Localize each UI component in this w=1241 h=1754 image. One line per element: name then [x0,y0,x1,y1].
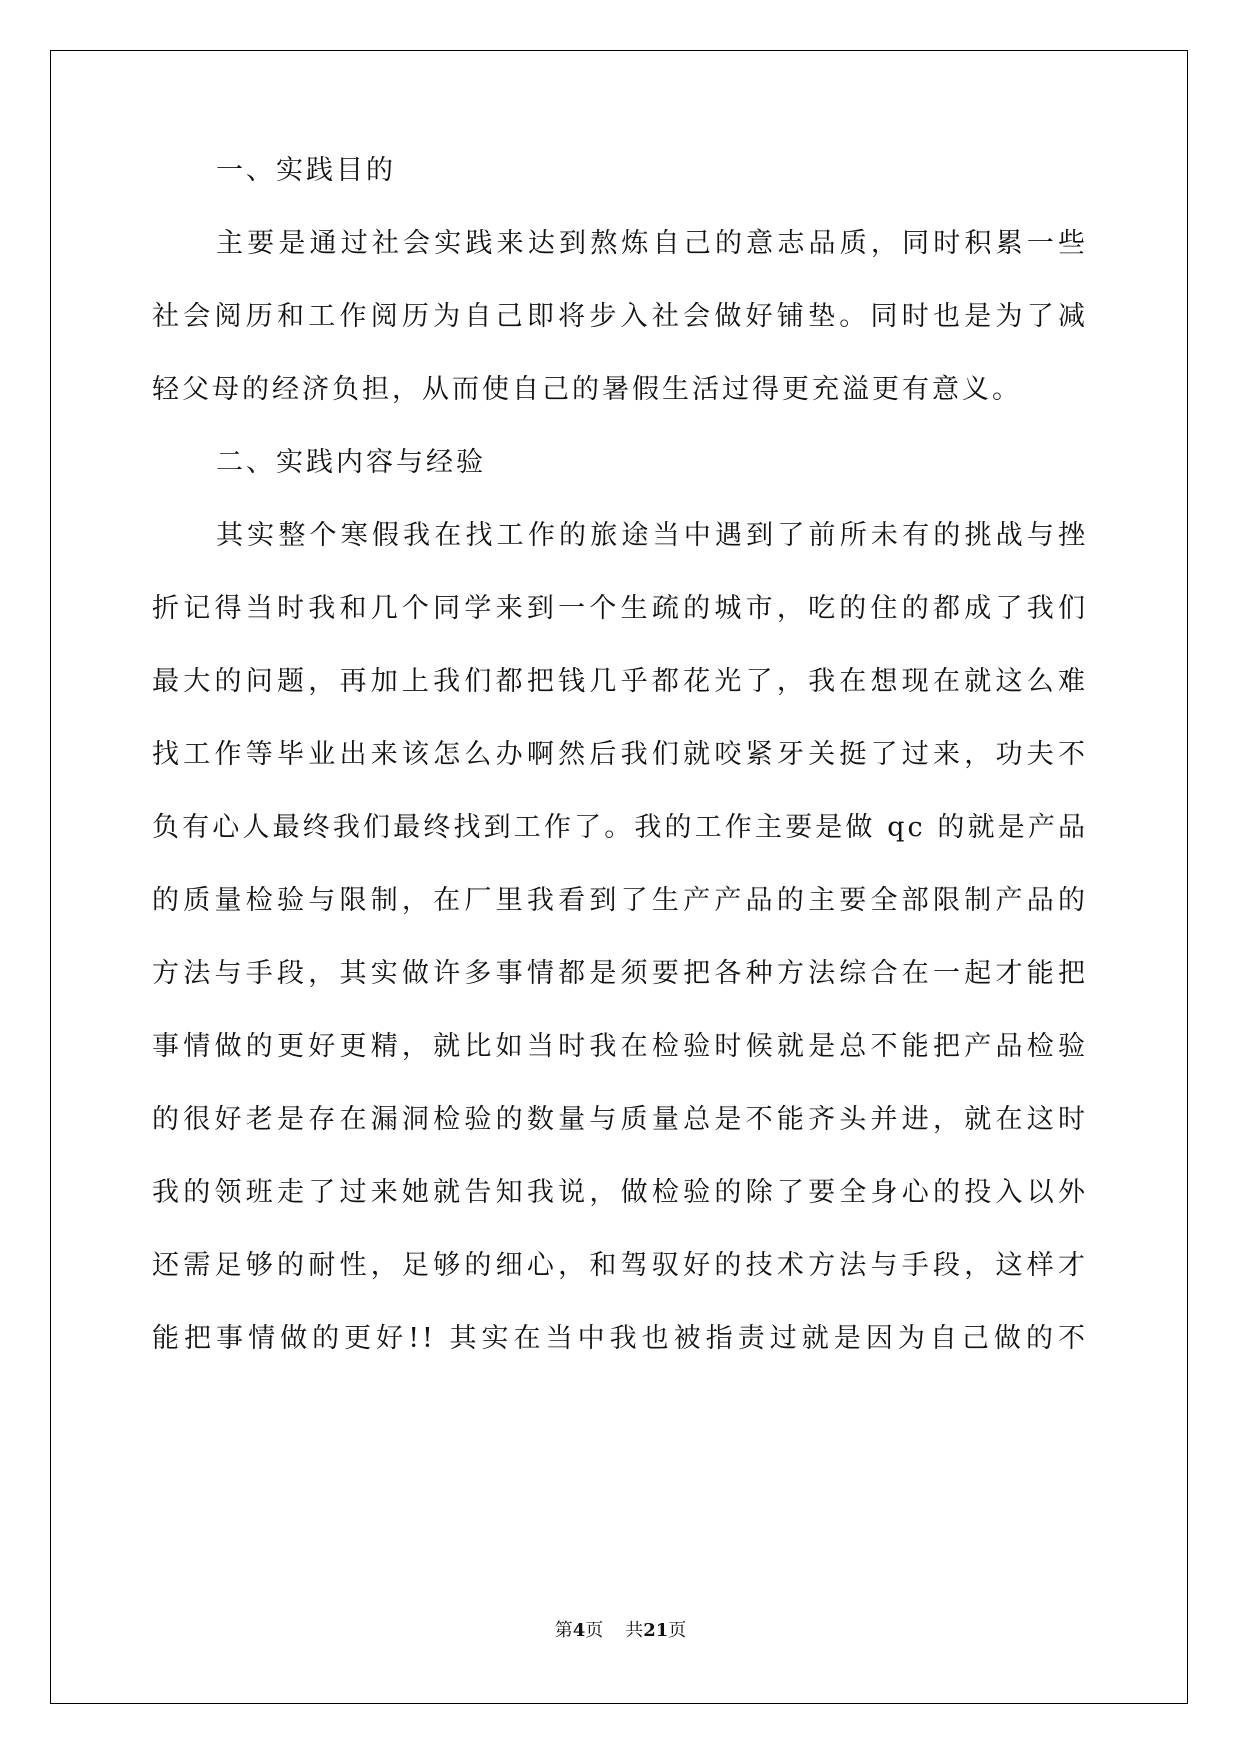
paragraph-line: 主要是通过社会实践来达到熬炼自己的意志品质，同时积累一些 [216,228,1088,259]
footer-prefix: 第 [554,1620,573,1641]
total-prefix: 共 [625,1620,644,1641]
paragraph-line: 负有心人最终我们最终找到工作了。我的工作主要是做 qc 的就是产品 [152,812,1088,843]
paragraph-line: 折记得当时我和几个同学来到一个生疏的城市，吃的住的都成了我们 [152,593,1088,624]
paragraph-line: 轻父母的经济负担，从而使自己的暑假生活过得更充溢更有意义。 [152,374,1022,405]
paragraph-line: 社会阅历和工作阅历为自己即将步入社会做好铺垫。同时也是为了减 [152,301,1088,332]
paragraph-line: 其实整个寒假我在找工作的旅途当中遇到了前所未有的挑战与挫 [216,520,1088,551]
paragraph-line: 找工作等毕业出来该怎么办啊然后我们就咬紧牙关挺了过来，功夫不 [152,739,1088,770]
total-pages: 21 [643,1620,669,1641]
page-unit: 页 [585,1620,604,1641]
page-number: 4 [572,1620,586,1641]
section-heading: 一、实践目的 [216,155,396,186]
paragraph-line: 的很好老是存在漏洞检验的数量与质量总是不能齐头并进，就在这时 [152,1104,1088,1135]
paragraph-line: 能把事情做的更好!! 其实在当中我也被指责过就是因为自己做的不 [152,1323,1088,1354]
section-heading: 二、实践内容与经验 [216,447,486,478]
total-unit: 页 [668,1620,687,1641]
paragraph-line: 还需足够的耐性，足够的细心，和驾驭好的技术方法与手段，这样才 [152,1250,1088,1281]
paragraph-line: 方法与手段，其实做许多事情都是须要把各种方法综合在一起才能把 [152,958,1088,989]
paragraph-line: 的质量检验与限制，在厂里我看到了生产产品的主要全部限制产品的 [152,885,1088,916]
paragraph-line: 我的领班走了过来她就告知我说，做检验的除了要全身心的投入以外 [152,1177,1088,1208]
paragraph-line: 事情做的更好更精，就比如当时我在检验时候就是总不能把产品检验 [152,1031,1088,1062]
paragraph-line: 最大的问题，再加上我们都把钱几乎都花光了，我在想现在就这么难 [152,666,1088,697]
page-footer [0,1616,1241,1642]
